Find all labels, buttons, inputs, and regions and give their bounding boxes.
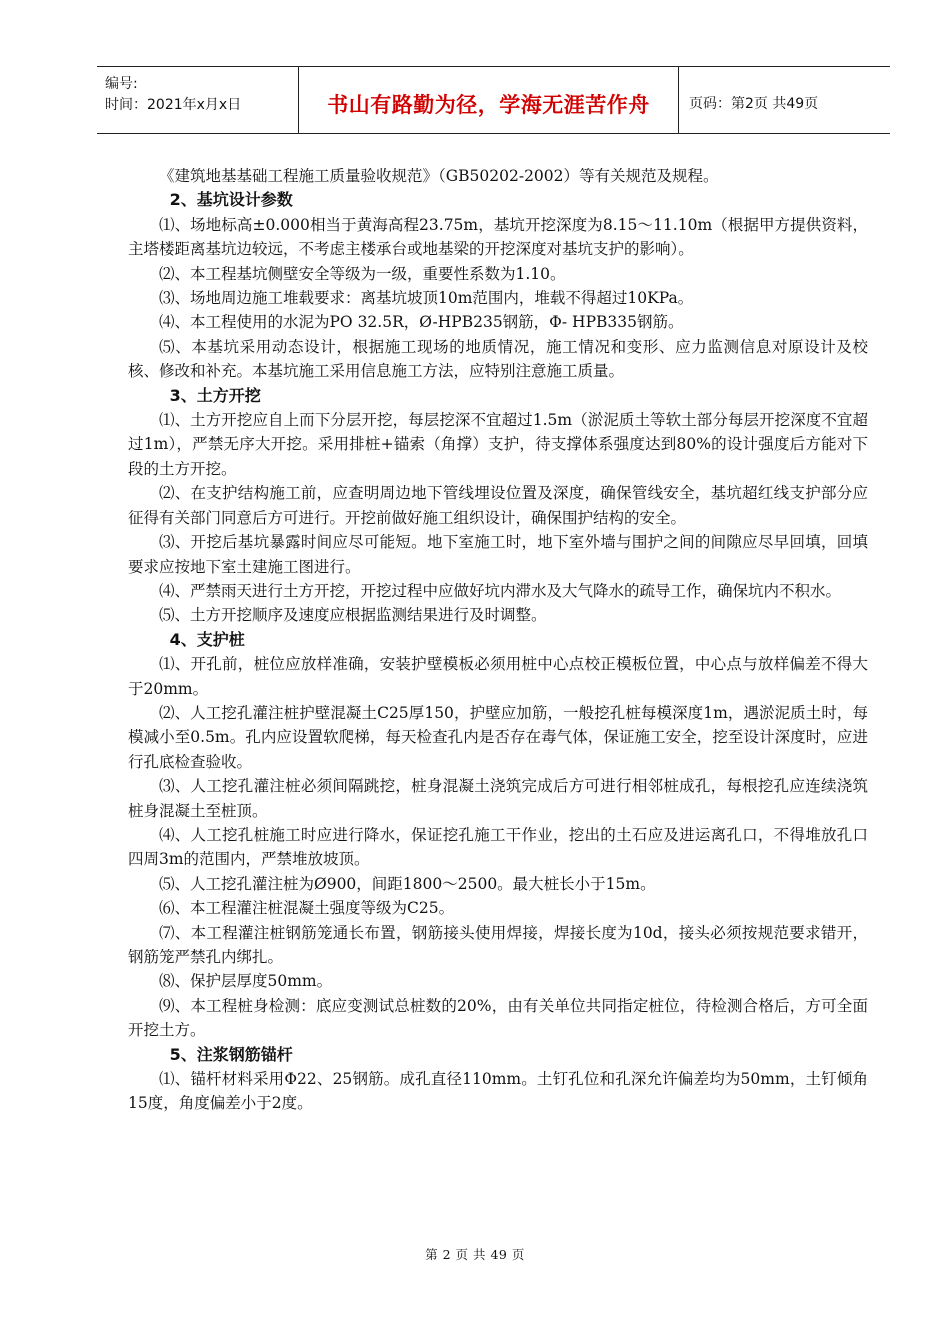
body-paragraph: ⑴、土方开挖应自上而下分层开挖，每层挖深不宜超过1.5m（淤泥质土等软土部分每层开挖深度不宜超过1m），严禁无序大开挖。采用排桩+锚索（角撑）支护，待支撑体系强度达到80%的设计强度后方能对下段的土方开挖。 xyxy=(128,411,868,478)
body-paragraph: ⑶、开挖后基坑暴露时间应尽可能短。地下室施工时，地下室外墙与围护之间的间隙应尽早回填，回填要求应按地下室土建施工图进行。 xyxy=(128,533,868,576)
body-paragraph: ⑸、土方开挖顺序及速度应根据监测结果进行及时调整。 xyxy=(159,606,547,625)
body-paragraph: ⑴、场地标高±0.000相当于黄海高程23.75m，基坑开挖深度为8.15～11.10m（根据甲方提供资料，主塔楼距离基坑边较远，不考虑主楼承台或地基梁的开挖深度对基坑支护的影响）。 xyxy=(128,215,868,259)
header-motto: 书山有路勤为径，学海无涯苦作舟 xyxy=(327,93,650,117)
body-paragraph: ⑼、本工程桩身检测：底应变测试总桩数的20%，由有关单位共同指定桩位，待检测合格后，方可全面开挖土方。 xyxy=(128,996,868,1040)
body-paragraph: ⑴、开孔前，桩位应放样准确，安装护壁模板必须用桩中心点校正模板位置，中心点与放样偏差不得大于20mm。 xyxy=(128,655,868,698)
section-heading: 3、土方开挖 xyxy=(169,385,261,405)
page-footer: 第 2 页 共 49 页 xyxy=(425,1247,525,1262)
header-page-cell xyxy=(679,67,890,133)
body-paragraph: ⑶、人工挖孔灌注桩必须间隔跳挖，桩身混凝土浇筑完成后方可进行相邻桩成孔，每根挖孔应连续浇筑桩身混凝土至桩顶。 xyxy=(128,777,868,820)
header-meta-cell xyxy=(97,67,299,133)
page-header xyxy=(97,66,890,134)
body-paragraph: ⑷、严禁雨天进行土方开挖，开挖过程中应做好坑内滞水及大气降水的疏导工作，确保坑内不积水。 xyxy=(159,581,842,600)
body-paragraph: ⑻、保护层厚度50mm。 xyxy=(159,972,333,991)
body-paragraph: ⑷、人工挖孔桩施工时应进行降水，保证挖孔施工干作业，挖出的土石应及进运离孔口，不得堆放孔口四周3m的范围内，严禁堆放坡顶。 xyxy=(128,825,868,869)
document-date-label: 时间：2021年x月x日 xyxy=(105,97,242,113)
body-paragraph: ⑵、在支护结构施工前，应查明周边地下管线埋设位置及深度，确保管线安全，基坑超红线支护部分应征得有关部门同意后方可进行。开挖前做好施工组织设计，确保围护结构的安全。 xyxy=(128,484,868,527)
body-paragraph: ⑹、本工程灌注桩混凝土强度等级为C25。 xyxy=(159,899,455,918)
body-paragraph: ⑵、人工挖孔灌注桩护壁混凝土C25厚150，护壁应加筋，一般挖孔桩每模深度1m，遇淤泥质土时，每模减小至0.5m。孔内应设置软爬梯，每天检查孔内是否存在毒气体，保证施工安全，挖至设计深度时，应进行孔底检查验收。 xyxy=(128,703,868,771)
body-paragraph: ⑷、本工程使用的水泥为PO 32.5R，Ø-HPB235钢筋，Φ- HPB335钢筋。 xyxy=(159,313,684,332)
body-paragraph: ⑸、本基坑采用动态设计，根据施工现场的地质情况，施工情况和变形、应力监测信息对原设计及校核、修改和补充。本基坑施工采用信息施工方法，应特别注意施工质量。 xyxy=(128,337,868,381)
body-paragraph: ⑶、场地周边施工堆载要求：离基坑坡顶10m范围内，堆载不得超过10KPa。 xyxy=(159,289,694,308)
document-body xyxy=(128,164,868,1116)
section-heading: 5、注浆钢筋锚杆 xyxy=(169,1044,293,1064)
body-paragraph: ⑵、本工程基坑侧壁安全等级为一级，重要性系数为1.10。 xyxy=(159,264,566,283)
body-paragraph: ⑴、锚杆材料采用Φ22、25钢筋。成孔直径110mm。土钉孔位和孔深允许偏差均为50mm，土钉倾角15度，角度偏差小于2度。 xyxy=(128,1070,868,1113)
header-page-info: 页码：第2页 共49页 xyxy=(689,96,819,112)
body-paragraph: 《建筑地基基础工程施工质量验收规范》（GB50202-2002）等有关规范及规程。 xyxy=(159,167,719,185)
body-paragraph: ⑸、人工挖孔灌注桩为Ø900，间距1800～2500。最大桩长小于15m。 xyxy=(159,874,656,893)
header-motto-cell xyxy=(299,67,679,133)
section-heading: 4、支护桩 xyxy=(169,629,245,649)
document-code-label: 编号: xyxy=(105,76,138,92)
body-paragraph: ⑺、本工程灌注桩钢筋笼通长布置，钢筋接头使用焊接，焊接长度为10d，接头必须按规范要求错开，钢筋笼严禁孔内绑扎。 xyxy=(128,923,868,966)
section-heading: 2、基坑设计参数 xyxy=(169,190,293,210)
